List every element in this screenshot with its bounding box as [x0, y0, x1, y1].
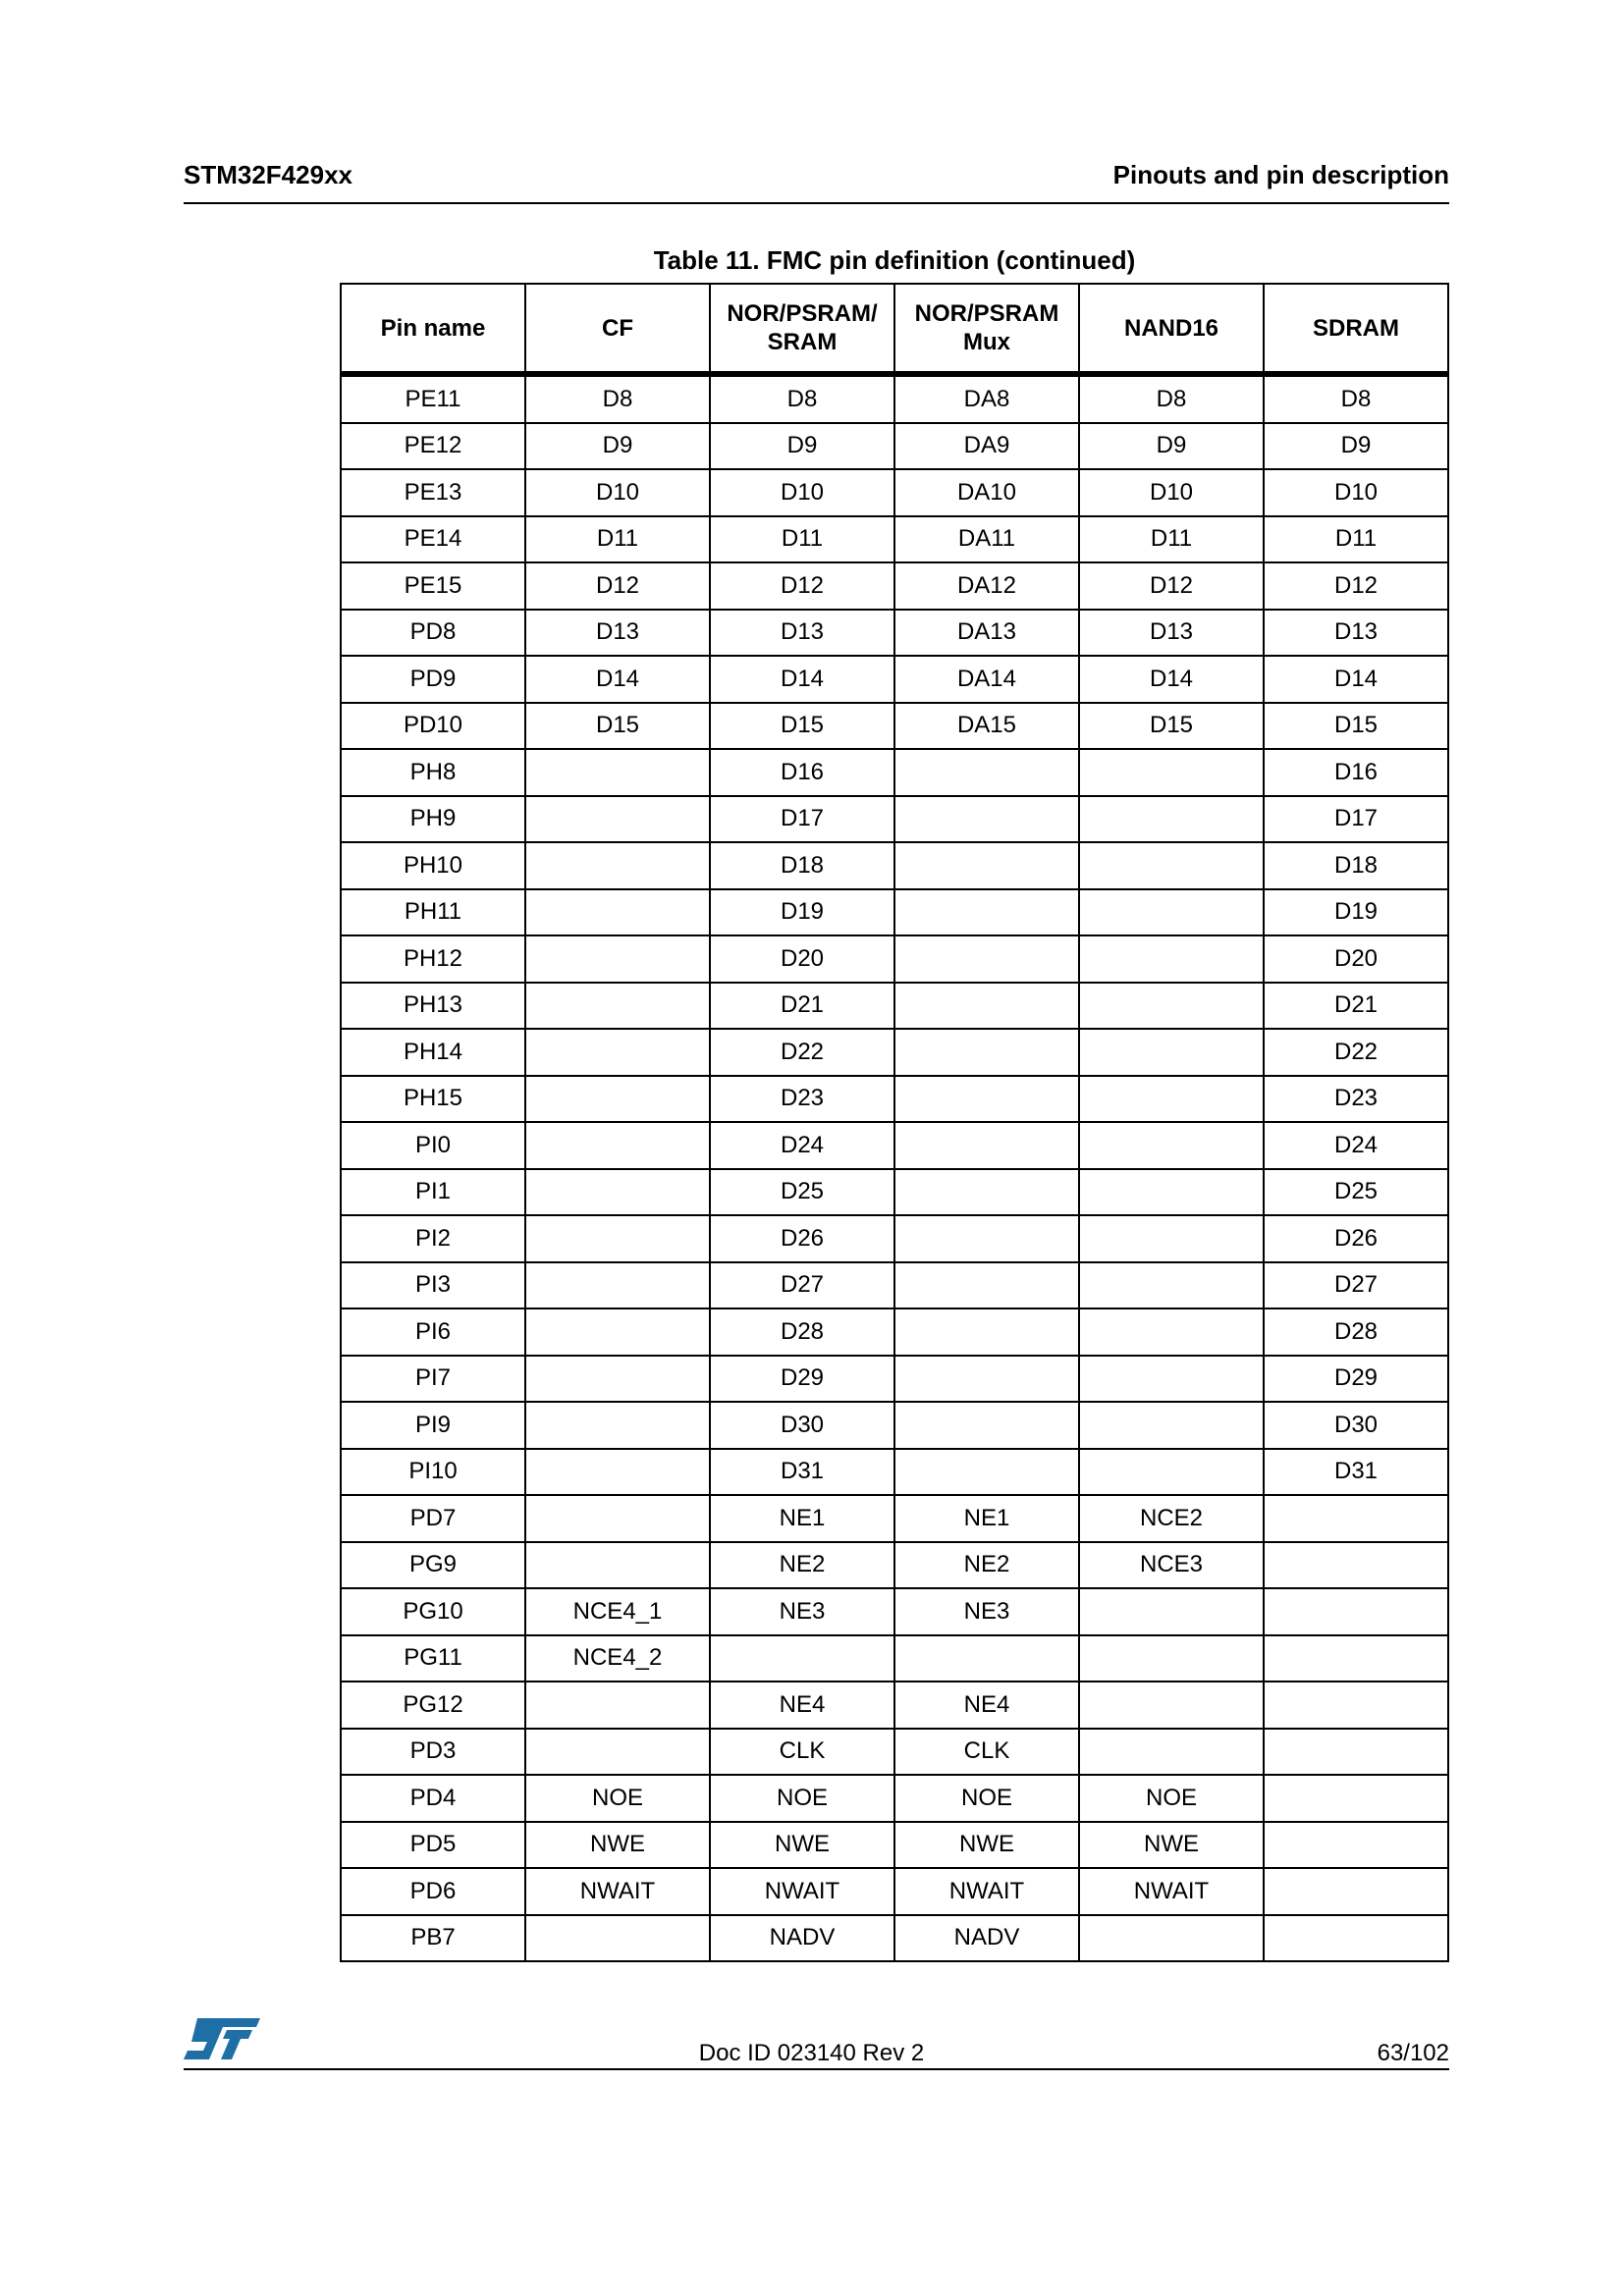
cell-pin-name: PI10: [341, 1449, 525, 1496]
cell-cf: NCE4_2: [525, 1635, 710, 1682]
cell-nor-psram-mux: [894, 1169, 1079, 1216]
cell-pin-name: PH15: [341, 1076, 525, 1123]
cell-nor-psram-sram: NE3: [710, 1588, 894, 1635]
cell-cf: D8: [525, 374, 710, 423]
cell-nor-psram-mux: [894, 1449, 1079, 1496]
cell-nor-psram-mux: DA11: [894, 516, 1079, 563]
cell-nor-psram-sram: D16: [710, 749, 894, 796]
cell-nor-psram-sram: NE1: [710, 1495, 894, 1542]
cell-nand16: [1079, 1635, 1264, 1682]
cell-cf: [525, 935, 710, 983]
cell-pin-name: PD7: [341, 1495, 525, 1542]
cell-sdram: D30: [1264, 1402, 1448, 1449]
table-row: [341, 749, 1448, 796]
table-row: [341, 1822, 1448, 1869]
cell-pin-name: PD5: [341, 1822, 525, 1869]
cell-sdram: D17: [1264, 796, 1448, 843]
cell-pin-name: PH12: [341, 935, 525, 983]
cell-nor-psram-sram: D30: [710, 1402, 894, 1449]
cell-nor-psram-mux: [894, 1308, 1079, 1356]
cell-cf: D9: [525, 423, 710, 470]
cell-sdram: D11: [1264, 516, 1448, 563]
cell-nand16: [1079, 1588, 1264, 1635]
cell-pin-name: PH10: [341, 842, 525, 889]
cell-sdram: [1264, 1868, 1448, 1915]
cell-nand16: D14: [1079, 656, 1264, 703]
cell-cf: [525, 983, 710, 1030]
cell-pin-name: PG12: [341, 1682, 525, 1729]
table-row: [341, 1588, 1448, 1635]
table-title: Table 11. FMC pin definition (continued): [653, 245, 1136, 275]
cell-nand16: [1079, 1029, 1264, 1076]
cell-pin-name: PD4: [341, 1775, 525, 1822]
cell-nand16: D15: [1079, 703, 1264, 750]
cell-cf: [525, 1402, 710, 1449]
cell-nor-psram-mux: NWE: [894, 1822, 1079, 1869]
table-header-row: [341, 284, 1448, 374]
cell-sdram: D16: [1264, 749, 1448, 796]
table-row: [341, 1076, 1448, 1123]
cell-cf: NCE4_1: [525, 1588, 710, 1635]
cell-pin-name: PI1: [341, 1169, 525, 1216]
col-header-nand16: NAND16: [1079, 284, 1264, 374]
table-row: [341, 1915, 1448, 1962]
cell-nor-psram-mux: [894, 1076, 1079, 1123]
section-title: Pinouts and pin description: [1112, 160, 1449, 189]
cell-cf: NOE: [525, 1775, 710, 1822]
table-row: [341, 469, 1448, 516]
cell-nor-psram-mux: [894, 935, 1079, 983]
cell-pin-name: PD8: [341, 610, 525, 657]
table-row: [341, 1262, 1448, 1309]
cell-nor-psram-mux: NE2: [894, 1542, 1079, 1589]
cell-cf: [525, 842, 710, 889]
cell-nand16: [1079, 983, 1264, 1030]
cell-cf: [525, 1682, 710, 1729]
cell-nand16: [1079, 1915, 1264, 1962]
cell-cf: D10: [525, 469, 710, 516]
cell-sdram: D20: [1264, 935, 1448, 983]
table-row: [341, 1635, 1448, 1682]
cell-nor-psram-mux: NOE: [894, 1775, 1079, 1822]
cell-sdram: D25: [1264, 1169, 1448, 1216]
cell-pin-name: PD10: [341, 703, 525, 750]
table-row: [341, 1122, 1448, 1169]
cell-pin-name: PI9: [341, 1402, 525, 1449]
cell-nor-psram-mux: NWAIT: [894, 1868, 1079, 1915]
cell-pin-name: PD6: [341, 1868, 525, 1915]
cell-nand16: NCE3: [1079, 1542, 1264, 1589]
cell-nor-psram-sram: D21: [710, 983, 894, 1030]
cell-cf: [525, 1122, 710, 1169]
cell-pin-name: PH8: [341, 749, 525, 796]
cell-pin-name: PI6: [341, 1308, 525, 1356]
cell-nor-psram-mux: [894, 983, 1079, 1030]
table-row: [341, 1356, 1448, 1403]
cell-nor-psram-sram: D11: [710, 516, 894, 563]
cell-pin-name: PH9: [341, 796, 525, 843]
page-number: 63/102: [1377, 2040, 1449, 2066]
cell-nor-psram-mux: [894, 1262, 1079, 1309]
cell-nand16: [1079, 1356, 1264, 1403]
cell-cf: [525, 1262, 710, 1309]
cell-nor-psram-sram: NE2: [710, 1542, 894, 1589]
cell-cf: [525, 1215, 710, 1262]
table-row: [341, 1029, 1448, 1076]
cell-nor-psram-sram: D18: [710, 842, 894, 889]
cell-nor-psram-sram: D26: [710, 1215, 894, 1262]
table-row: [341, 983, 1448, 1030]
cell-nand16: NCE2: [1079, 1495, 1264, 1542]
table-row: [341, 423, 1448, 470]
table-row: [341, 516, 1448, 563]
cell-sdram: D26: [1264, 1215, 1448, 1262]
cell-nor-psram-mux: [894, 1029, 1079, 1076]
cell-sdram: D8: [1264, 374, 1448, 423]
cell-sdram: D23: [1264, 1076, 1448, 1123]
table-row: [341, 1215, 1448, 1262]
cell-sdram: [1264, 1542, 1448, 1589]
cell-nand16: [1079, 1169, 1264, 1216]
cell-sdram: D18: [1264, 842, 1448, 889]
cell-nor-psram-mux: [894, 796, 1079, 843]
cell-nor-psram-sram: NADV: [710, 1915, 894, 1962]
cell-nor-psram-mux: DA12: [894, 562, 1079, 610]
cell-nand16: D12: [1079, 562, 1264, 610]
cell-nor-psram-sram: NE4: [710, 1682, 894, 1729]
col-header-nor-psram-mux: NOR/PSRAM Mux: [894, 284, 1079, 374]
cell-nor-psram-mux: DA14: [894, 656, 1079, 703]
cell-cf: [525, 1915, 710, 1962]
cell-nor-psram-mux: DA9: [894, 423, 1079, 470]
cell-sdram: D31: [1264, 1449, 1448, 1496]
cell-pin-name: PI3: [341, 1262, 525, 1309]
table-row: [341, 1169, 1448, 1216]
cell-nor-psram-mux: [894, 1402, 1079, 1449]
cell-pin-name: PG11: [341, 1635, 525, 1682]
cell-nor-psram-mux: [894, 1635, 1079, 1682]
cell-nor-psram-sram: D9: [710, 423, 894, 470]
cell-nand16: [1079, 1308, 1264, 1356]
cell-cf: D12: [525, 562, 710, 610]
cell-sdram: [1264, 1822, 1448, 1869]
cell-pin-name: PD9: [341, 656, 525, 703]
cell-nor-psram-sram: NWAIT: [710, 1868, 894, 1915]
table-row: [341, 562, 1448, 610]
cell-sdram: D9: [1264, 423, 1448, 470]
table-row: [341, 1868, 1448, 1915]
cell-nor-psram-sram: D14: [710, 656, 894, 703]
cell-nand16: [1079, 1449, 1264, 1496]
cell-nand16: [1079, 889, 1264, 936]
cell-pin-name: PH11: [341, 889, 525, 936]
cell-nand16: [1079, 842, 1264, 889]
cell-sdram: D22: [1264, 1029, 1448, 1076]
cell-nand16: D9: [1079, 423, 1264, 470]
cell-nand16: [1079, 1729, 1264, 1776]
cell-pin-name: PE14: [341, 516, 525, 563]
cell-pin-name: PE11: [341, 374, 525, 423]
table-row: [341, 703, 1448, 750]
cell-sdram: D19: [1264, 889, 1448, 936]
cell-nand16: D8: [1079, 374, 1264, 423]
cell-cf: D11: [525, 516, 710, 563]
cell-nor-psram-mux: DA10: [894, 469, 1079, 516]
cell-cf: D14: [525, 656, 710, 703]
fmc-pin-table: [340, 283, 1449, 1962]
cell-sdram: D28: [1264, 1308, 1448, 1356]
cell-nor-psram-sram: D25: [710, 1169, 894, 1216]
table-body: [341, 374, 1448, 1961]
cell-cf: NWE: [525, 1822, 710, 1869]
cell-cf: [525, 1029, 710, 1076]
cell-nor-psram-mux: [894, 1215, 1079, 1262]
cell-sdram: D21: [1264, 983, 1448, 1030]
cell-sdram: D24: [1264, 1122, 1448, 1169]
table-row: [341, 1542, 1448, 1589]
cell-cf: NWAIT: [525, 1868, 710, 1915]
cell-nor-psram-sram: D23: [710, 1076, 894, 1123]
cell-pin-name: PE12: [341, 423, 525, 470]
cell-cf: [525, 1308, 710, 1356]
cell-pin-name: PD3: [341, 1729, 525, 1776]
cell-cf: [525, 796, 710, 843]
cell-sdram: [1264, 1915, 1448, 1962]
cell-pin-name: PH14: [341, 1029, 525, 1076]
cell-nor-psram-sram: D24: [710, 1122, 894, 1169]
cell-nor-psram-mux: [894, 1356, 1079, 1403]
table-row: [341, 842, 1448, 889]
cell-nor-psram-mux: NE4: [894, 1682, 1079, 1729]
cell-nor-psram-mux: NADV: [894, 1915, 1079, 1962]
table-row: [341, 610, 1448, 657]
cell-cf: [525, 1449, 710, 1496]
cell-cf: [525, 749, 710, 796]
cell-nor-psram-sram: D12: [710, 562, 894, 610]
cell-pin-name: PI0: [341, 1122, 525, 1169]
cell-cf: D15: [525, 703, 710, 750]
cell-cf: [525, 1169, 710, 1216]
cell-cf: [525, 1729, 710, 1776]
cell-nor-psram-mux: NE1: [894, 1495, 1079, 1542]
col-header-nor-psram-sram: NOR/PSRAM/ SRAM: [710, 284, 894, 374]
col-header-cf: CF: [525, 284, 710, 374]
cell-nand16: D10: [1079, 469, 1264, 516]
cell-pin-name: PG9: [341, 1542, 525, 1589]
table-row: [341, 1495, 1448, 1542]
footer-divider: [184, 2068, 1449, 2070]
cell-nor-psram-sram: NOE: [710, 1775, 894, 1822]
cell-nor-psram-mux: [894, 842, 1079, 889]
cell-nand16: [1079, 1682, 1264, 1729]
cell-pin-name: PG10: [341, 1588, 525, 1635]
cell-sdram: D10: [1264, 469, 1448, 516]
cell-nor-psram-sram: D10: [710, 469, 894, 516]
cell-nor-psram-sram: D28: [710, 1308, 894, 1356]
cell-pin-name: PE15: [341, 562, 525, 610]
cell-pin-name: PH13: [341, 983, 525, 1030]
cell-pin-name: PI2: [341, 1215, 525, 1262]
table-row: [341, 889, 1448, 936]
table-row: [341, 374, 1448, 423]
cell-nand16: NOE: [1079, 1775, 1264, 1822]
cell-sdram: D15: [1264, 703, 1448, 750]
cell-cf: [525, 1495, 710, 1542]
table-row: [341, 1682, 1448, 1729]
cell-nand16: [1079, 1262, 1264, 1309]
cell-nor-psram-sram: D27: [710, 1262, 894, 1309]
cell-pin-name: PE13: [341, 469, 525, 516]
cell-nor-psram-sram: D13: [710, 610, 894, 657]
cell-pin-name: PI7: [341, 1356, 525, 1403]
cell-nor-psram-sram: NWE: [710, 1822, 894, 1869]
cell-nor-psram-sram: D8: [710, 374, 894, 423]
table-row: [341, 1775, 1448, 1822]
cell-pin-name: PB7: [341, 1915, 525, 1962]
cell-nor-psram-sram: [710, 1635, 894, 1682]
cell-nor-psram-mux: DA13: [894, 610, 1079, 657]
cell-nand16: D13: [1079, 610, 1264, 657]
table-row: [341, 935, 1448, 983]
table-row: [341, 1449, 1448, 1496]
cell-nand16: [1079, 1215, 1264, 1262]
cell-sdram: [1264, 1682, 1448, 1729]
cell-sdram: D12: [1264, 562, 1448, 610]
table-row: [341, 796, 1448, 843]
cell-sdram: D27: [1264, 1262, 1448, 1309]
cell-nand16: NWE: [1079, 1822, 1264, 1869]
cell-sdram: [1264, 1495, 1448, 1542]
cell-nor-psram-mux: CLK: [894, 1729, 1079, 1776]
cell-nor-psram-sram: D19: [710, 889, 894, 936]
cell-nand16: [1079, 935, 1264, 983]
cell-sdram: D14: [1264, 656, 1448, 703]
document-title: STM32F429xx: [184, 160, 352, 189]
cell-cf: [525, 1076, 710, 1123]
cell-nor-psram-mux: [894, 749, 1079, 796]
cell-sdram: D29: [1264, 1356, 1448, 1403]
doc-id: Doc ID 023140 Rev 2: [698, 2040, 925, 2066]
cell-nand16: D11: [1079, 516, 1264, 563]
cell-nor-psram-mux: [894, 1122, 1079, 1169]
cell-cf: [525, 1542, 710, 1589]
cell-nand16: [1079, 796, 1264, 843]
cell-sdram: D13: [1264, 610, 1448, 657]
cell-sdram: [1264, 1588, 1448, 1635]
cell-nor-psram-sram: D15: [710, 703, 894, 750]
cell-nor-psram-sram: D29: [710, 1356, 894, 1403]
cell-nor-psram-sram: D22: [710, 1029, 894, 1076]
cell-cf: [525, 1356, 710, 1403]
cell-nor-psram-sram: D17: [710, 796, 894, 843]
cell-nand16: [1079, 749, 1264, 796]
cell-cf: [525, 889, 710, 936]
cell-cf: D13: [525, 610, 710, 657]
cell-nand16: [1079, 1076, 1264, 1123]
table-row: [341, 1729, 1448, 1776]
cell-nand16: NWAIT: [1079, 1868, 1264, 1915]
table-row: [341, 1402, 1448, 1449]
col-header-pin-name: Pin name: [341, 284, 525, 374]
header-divider: [184, 202, 1449, 204]
cell-nand16: [1079, 1402, 1264, 1449]
cell-nor-psram-sram: D31: [710, 1449, 894, 1496]
cell-nor-psram-mux: DA8: [894, 374, 1079, 423]
cell-sdram: [1264, 1729, 1448, 1776]
cell-sdram: [1264, 1775, 1448, 1822]
cell-nor-psram-mux: NE3: [894, 1588, 1079, 1635]
table-row: [341, 1308, 1448, 1356]
cell-sdram: [1264, 1635, 1448, 1682]
table-row: [341, 656, 1448, 703]
cell-nor-psram-sram: D20: [710, 935, 894, 983]
col-header-sdram: SDRAM: [1264, 284, 1448, 374]
cell-nor-psram-sram: CLK: [710, 1729, 894, 1776]
cell-nand16: [1079, 1122, 1264, 1169]
cell-nor-psram-mux: DA15: [894, 703, 1079, 750]
cell-nor-psram-mux: [894, 889, 1079, 936]
